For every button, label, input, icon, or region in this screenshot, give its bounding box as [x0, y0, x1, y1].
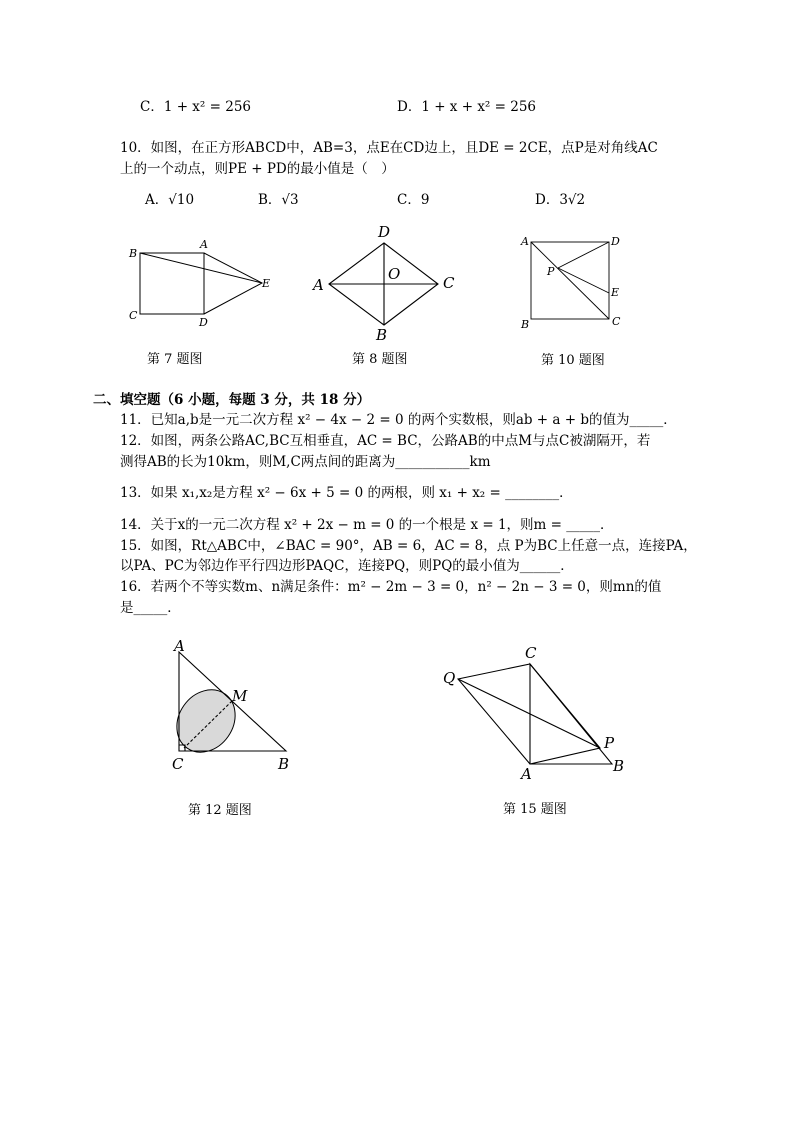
fig15-label-q: Q	[443, 669, 456, 687]
fig15-label-p: P	[604, 734, 615, 752]
fig7-label-d: D	[199, 316, 208, 329]
fig8-label-d: D	[378, 223, 391, 241]
fig7-label-e: E	[262, 277, 271, 290]
fig12-caption: 第 12 题图	[188, 803, 252, 818]
fig12-label-c: C	[172, 755, 184, 773]
fig15-label-b: B	[613, 757, 625, 775]
fig8-caption: 第 8 题图	[352, 352, 408, 367]
fig10-caption: 第 10 题图	[541, 353, 605, 368]
q12-line1: 12．如图，两条公路AC,BC互相垂直，AC = BC，公路AB的中点M与点C被湖隔开，若	[120, 433, 651, 449]
fig10-label-b: B	[521, 318, 530, 331]
fig10-label-a: A	[521, 235, 529, 248]
fig8-label-o: O	[388, 265, 401, 283]
q10-option-a: A．√10	[145, 192, 195, 208]
q14: 14．关于x的一元二次方程 x² + 2x − m = 0 的一个根是 x = 1，则m = _____．	[120, 517, 614, 533]
fig7-label-c: C	[129, 309, 138, 322]
q15-line2: 以PA、PC为邻边作平行四边形PAQC，连接PQ，则PQ的最小值为______．	[120, 558, 574, 574]
q16-line2: 是_____．	[120, 600, 181, 616]
fig10-label-c: C	[612, 315, 621, 328]
section-2-title: 二、填空题（6 小题，每题 3 分，共 18 分）	[93, 392, 371, 408]
fig15-caption: 第 15 题图	[503, 802, 567, 817]
q10-option-c: C．9	[397, 192, 430, 208]
fig12-label-m: M	[232, 687, 248, 705]
fig15-label-c: C	[525, 644, 537, 662]
q9-option-d: D．1 + x + x² = 256	[397, 99, 537, 115]
fig10-label-e: E	[611, 286, 620, 299]
q16-line1: 16．若两个不等实数m、n满足条件：m² − 2m − 3 = 0，n² − 2n − 3 = 0，则mn的值	[120, 579, 662, 595]
fig7-label-a: A	[200, 238, 208, 251]
fig7-label-b: B	[129, 247, 138, 260]
q10-option-d: D．3√2	[535, 192, 586, 208]
q11: 11．已知a,b是一元二次方程 x² − 4x − 2 = 0 的两个实数根，则ab + a + b的值为_____．	[120, 412, 677, 428]
q12-line2: 测得AB的长为10km，则M,C两点间的距离为___________km	[120, 454, 491, 470]
fig8-label-c: C	[443, 274, 455, 292]
fig7-caption: 第 7 题图	[147, 352, 203, 367]
fig8-label-a: A	[313, 276, 324, 294]
q15-line1: 15．如图，Rt△ABC中，∠BAC = 90°，AB = 6，AC = 8，点 P为BC上任意一点，连接PA，	[120, 538, 697, 554]
q13: 13．如果 x₁,x₂是方程 x² − 6x + 5 = 0 的两根，则 x₁ + x₂ = ________．	[120, 485, 573, 501]
q10-option-b: B．√3	[258, 192, 299, 208]
fig12-label-b: B	[278, 755, 290, 773]
fig12-label-a: A	[174, 637, 185, 655]
fig10-label-p: P	[547, 265, 555, 278]
fig10-label-d: D	[611, 235, 620, 248]
q10-line2: 上的一个动点，则PE + PD的最小值是（ ）	[120, 161, 395, 177]
fig15-label-a: A	[521, 765, 532, 783]
fig8-label-b: B	[376, 326, 388, 344]
q9-option-c: C．1 + x² = 256	[140, 99, 251, 115]
fig15-line-pq	[458, 679, 600, 748]
q10-line1: 10．如图，在正方形ABCD中，AB=3，点E在CD边上，且DE = 2CE，点P是对角线AC	[120, 140, 658, 156]
